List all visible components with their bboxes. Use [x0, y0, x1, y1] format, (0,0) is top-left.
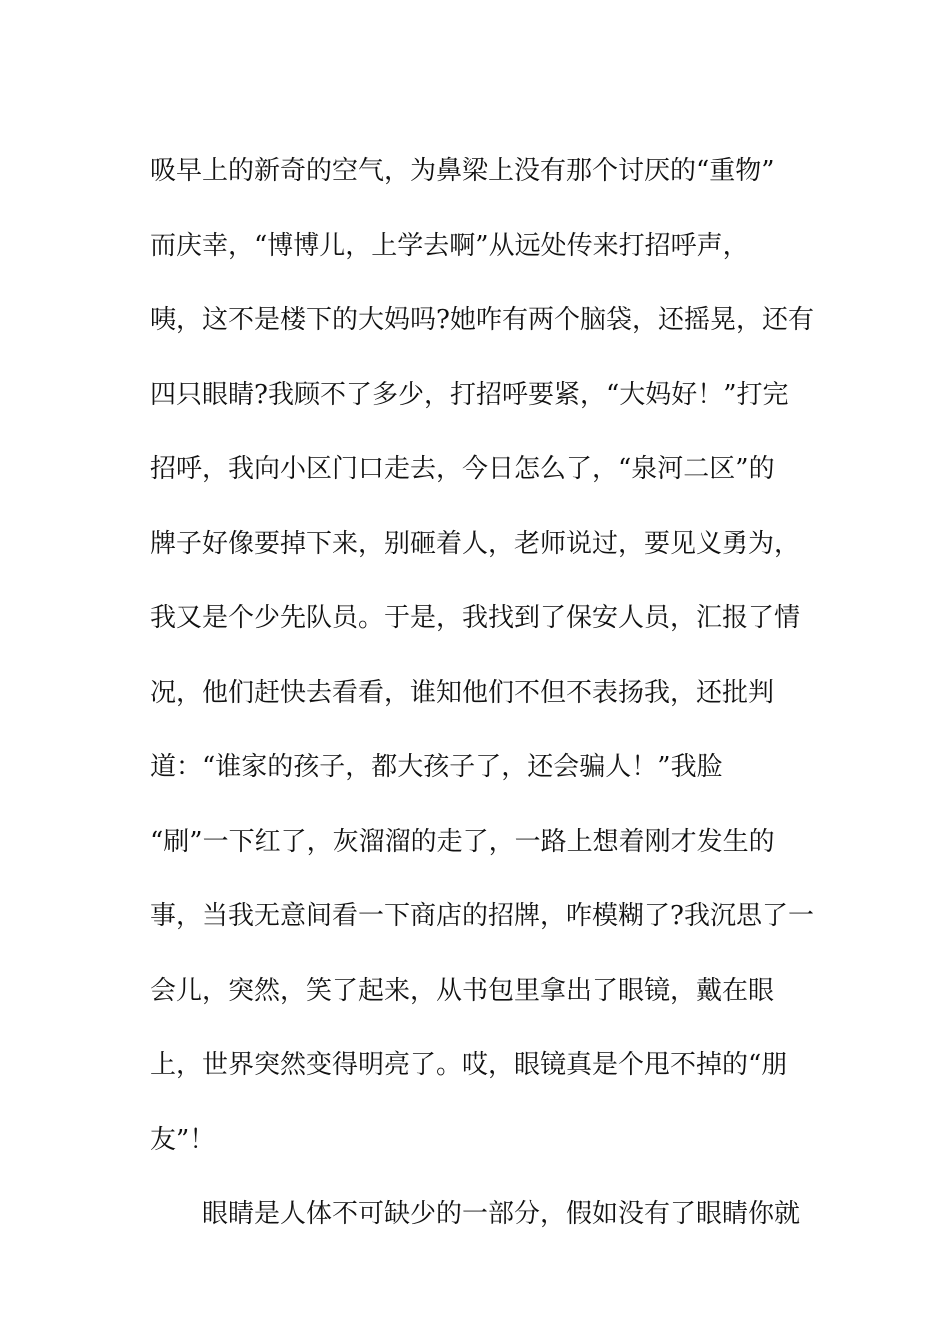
text-line-4: 四只眼睛?我顾不了多少，打招呼要紧，“大妈好！”打完: [150, 379, 789, 410]
text-line-12: 会儿，突然，笑了起来，从书包里拿出了眼镜，戴在眼: [150, 975, 775, 1006]
text-line-9: 道：“谁家的孩子，都大孩子了，还会骗人！”我脸: [150, 752, 723, 782]
text-line-5: 招呼，我向小区门口走去，今日怎么了，“泉河二区”的: [150, 454, 775, 484]
text-line-14: 友”！: [150, 1124, 216, 1155]
text-line-7: 我又是个少先队员。于是，我找到了保安人员，汇报了情: [150, 603, 801, 633]
text-line-3: 咦，这不是楼下的大妈吗?她咋有两个脑袋，还摇晃，还有: [150, 305, 814, 335]
text-line-6: 牌子好像要掉下来，别砸着人，老师说过，要见义勇为，: [150, 528, 801, 559]
text-line-11: 事，当我无意间看一下商店的招牌，咋模糊了?我沉思了一: [150, 901, 814, 931]
text-line-13: 上，世界突然变得明亮了。哎，眼镜真是个甩不掉的“朋: [150, 1050, 788, 1080]
document-body: [150, 134, 814, 1252]
text-line-1: 吸早上的新奇的空气，为鼻梁上没有那个讨厌的“重物”: [150, 156, 775, 186]
paragraph-start-line: 眼睛是人体不可缺少的一部分，假如没有了眼睛你就: [202, 1199, 801, 1229]
text-line-2: 而庆幸，“博博儿，上学去啊”从远处传来打招呼声，: [150, 230, 749, 261]
text-line-10: “刷”一下红了，灰溜溜的走了，一路上想着刚才发生的: [150, 826, 775, 857]
text-line-8: 况，他们赶快去看看，谁知他们不但不表扬我，还批判: [150, 677, 775, 708]
